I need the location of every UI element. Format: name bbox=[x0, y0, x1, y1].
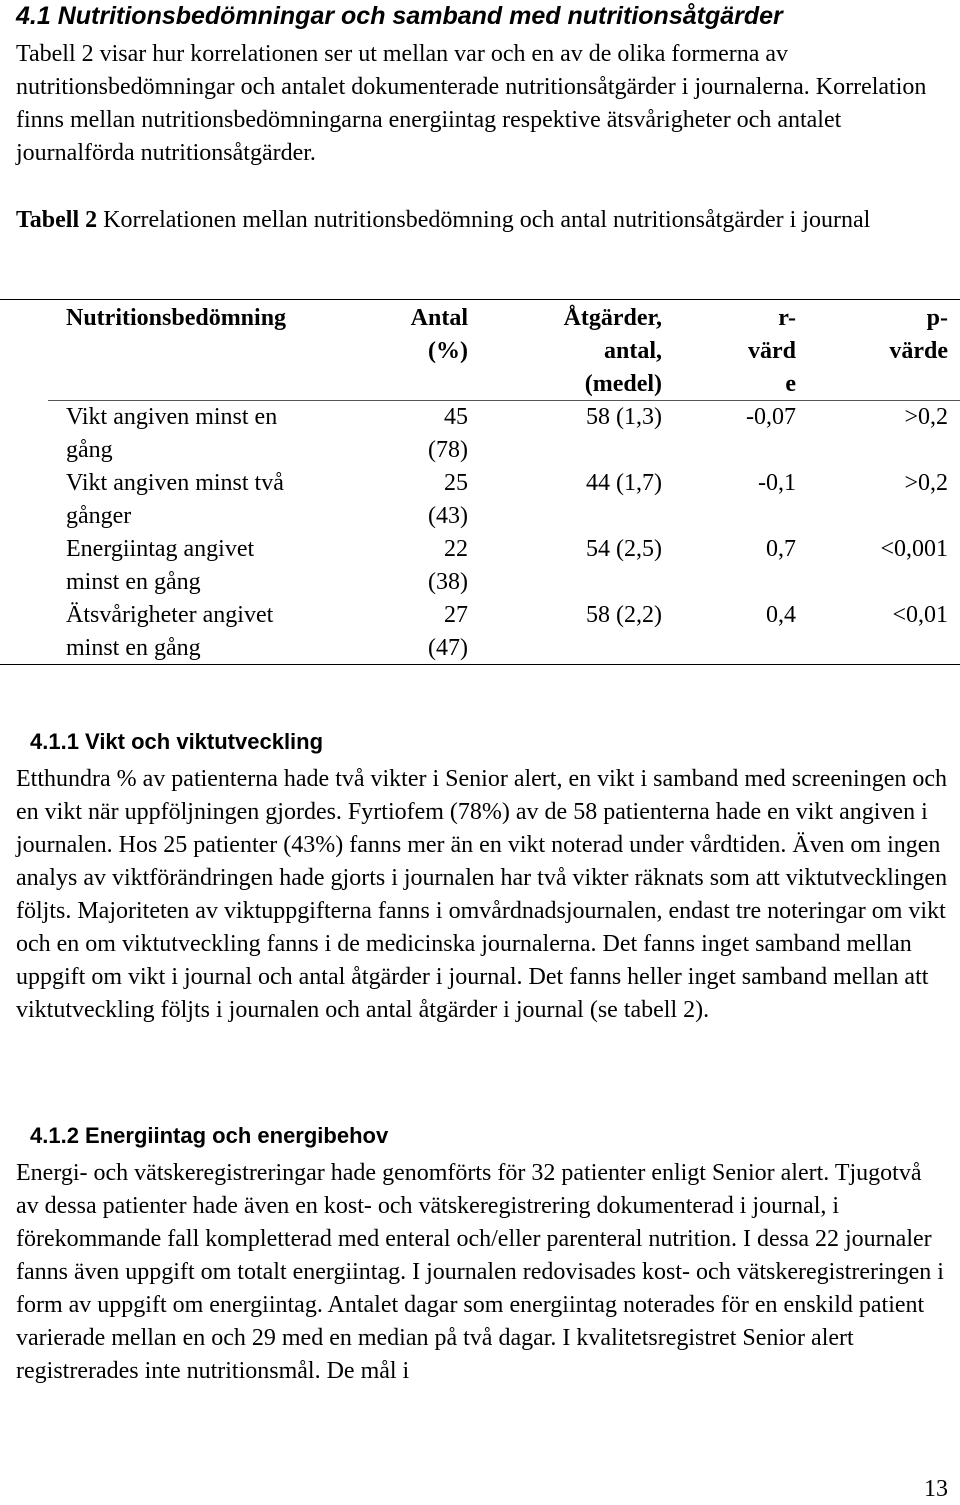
row-antal: 27 (47) bbox=[428, 602, 468, 661]
header-atgarder: Åtgärder, antal, (medel) bbox=[563, 305, 662, 397]
row-atgarder: 54 (2,5) bbox=[586, 536, 662, 562]
row-p-varde: >0,2 bbox=[904, 404, 948, 430]
table-caption-label: Tabell 2 bbox=[16, 207, 98, 233]
row-p-varde: <0,001 bbox=[880, 536, 948, 562]
header-antal: Antal (%) bbox=[410, 305, 468, 364]
row-name: Ätsvårigheter angivet minst en gång bbox=[66, 602, 274, 661]
header-nutritionsbedomning: Nutritionsbedömning bbox=[66, 305, 287, 331]
correlation-table bbox=[0, 299, 960, 665]
table-top-rule bbox=[0, 299, 960, 300]
intro-paragraph: Tabell 2 visar hur korrelationen ser ut mellan var och en av de olika formerna av nutritionsbedömningar och antalet dokumenterade nutritionsåtgärder i journalerna. Korrelation finns mellan nutritionsbedömningarna energiintag respektive ätsvårigheter och antalet journalförda nutritionsåtgärder. bbox=[16, 41, 927, 166]
subsection-heading-energi: 4.1.2 Energiintag och energibehov bbox=[30, 1123, 389, 1148]
header-p-varde: p- värde bbox=[889, 305, 948, 364]
table-bottom-rule bbox=[0, 664, 960, 665]
row-atgarder: 58 (1,3) bbox=[586, 404, 662, 430]
row-antal: 22 (38) bbox=[428, 536, 468, 595]
row-r-varde: 0,4 bbox=[766, 602, 796, 628]
subsection-heading-vikt: 4.1.1 Vikt och viktutveckling bbox=[30, 729, 324, 754]
row-antal: 45 (78) bbox=[428, 404, 468, 463]
row-r-varde: -0,1 bbox=[758, 470, 796, 496]
row-name: Energiintag angivet minst en gång bbox=[66, 536, 255, 595]
row-p-varde: >0,2 bbox=[904, 470, 948, 496]
paragraph-vikt: Etthundra % av patienterna hade två vikter i Senior alert, en vikt i samband med screeningen och en vikt när uppföljningen gjordes. Fyrtiofem (78%) av de 58 patienterna hade en vikt angiven i journalen. Hos 25 patienter (43%) fanns mer än en vikt noterad under vårdtiden. Även om ingen analys av viktförändringen hade gjorts i journalen har två vikter räknats som att viktutvecklingen följts. Majoriteten av viktuppgifterna fanns i omvårdnadsjournalen, endast tre noteringar om vikt och en om viktutveckling fanns i de medicinska journalerna. Det fanns inget samband mellan uppgift om vikt i journal och antal åtgärder i journal. Det fanns heller inget samband mellan att viktutveckling följts i journalen och antal åtgärder i journal (se tabell 2). bbox=[16, 766, 948, 1023]
row-p-varde: <0,01 bbox=[892, 602, 948, 628]
section-heading: 4.1 Nutritionsbedömningar och samband med nutritionsåtgärder bbox=[16, 2, 783, 30]
row-r-varde: 0,7 bbox=[766, 536, 796, 562]
page-number: 13 bbox=[924, 1476, 948, 1502]
row-atgarder: 58 (2,2) bbox=[586, 602, 662, 628]
paragraph-energi: Energi- och vätskeregistreringar hade genomförts för 32 patienter enligt Senior alert. Tjugotvå av dessa patienter hade även en kost- och vätskeregistrering dokumenterad i journal, i förekommande fall kompletterad med enteral och/eller parenteral nutrition. I dessa 22 journaler fanns även uppgift om totalt energiintag. I journalen redovisades kost- och vätskeregistreringen i form av uppgift om energiintag. Antalet dagar som energiintag noterades för en enskild patient varierade mellan en och 29 med en median på två dagar. I kvalitetsregistret Senior alert registrerades inte nutritionsmål. De mål i bbox=[16, 1160, 944, 1384]
table-caption-text: Korrelationen mellan nutritionsbedömning och antal nutritionsåtgärder i journal bbox=[97, 207, 871, 233]
row-atgarder: 44 (1,7) bbox=[586, 470, 662, 496]
row-antal: 25 (43) bbox=[428, 470, 468, 529]
row-name: Vikt angiven minst två gånger bbox=[66, 470, 284, 529]
row-r-varde: -0,07 bbox=[746, 404, 796, 430]
table-caption bbox=[16, 204, 948, 237]
row-name: Vikt angiven minst en gång bbox=[66, 404, 278, 463]
header-r-varde: r- värd e bbox=[748, 305, 796, 397]
